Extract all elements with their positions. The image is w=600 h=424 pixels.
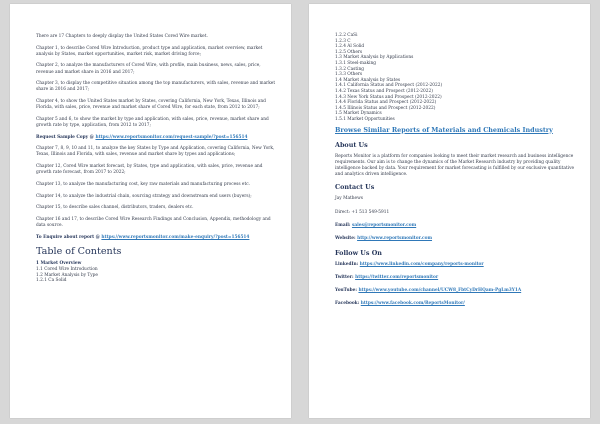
toc-list xyxy=(36,261,277,283)
toc-item: 1.4.2 Texas Status and Prospect (2012-2022) xyxy=(335,88,433,94)
linkedin-line xyxy=(335,262,576,268)
chapter-2-paragraph: Chapter 2, to analyze the manufacturers of Cored Wire, with profile, main business, news, sales, price, revenue and market share in 2016 and 2017; xyxy=(36,63,261,75)
linkedin-label: LinkedIn: xyxy=(335,261,360,267)
toc-item: 1.2.3 C xyxy=(335,38,351,44)
page-content xyxy=(36,34,277,284)
browse-similar-reports-link[interactable]: Browse Similar Reports of Materials and Chemicals Industry xyxy=(335,125,553,134)
toc-item: 1.3.1 Steel-making xyxy=(335,60,377,66)
enquire-line xyxy=(36,235,277,241)
chapter-14-paragraph: Chapter 14, to analyze the industrial chain, sourcing strategy and downstream end users (buyers); xyxy=(36,193,252,199)
email-line xyxy=(335,223,576,229)
chapter-1-paragraph: Chapter 1, to describe Cored Wire Introduction, product type and application, market overview, market analysis by States, market opportunities, market risk, market driving force; xyxy=(36,45,263,57)
facebook-link[interactable]: https://www.facebook.com/ReportsMonitor/ xyxy=(360,301,465,307)
toc-item: 1.4 Market Analysis by States xyxy=(335,77,401,83)
chapter-4-paragraph: Chapter 4, to show the United States market by States, covering California, New York, Texas, Illinois and Florida, with sales, price, revenue and market share of Cored Wire, for each state, from 2012 to 2017; xyxy=(36,99,266,111)
youtube-line xyxy=(335,288,576,294)
facebook-label: Facebook: xyxy=(335,301,361,307)
website-link[interactable]: http://www.reportsmonitor.com xyxy=(357,235,433,241)
youtube-link[interactable]: https://www.youtube.com/channel/UCW8_FbtCyDrHQam-PgLm3Y1A xyxy=(358,288,522,294)
twitter-label: Twitter: xyxy=(335,274,356,280)
chapter-5-6-paragraph: Chapter 5 and 6, to show the market by type and application, with sales, price, revenue, market share and growth rate by type, application, from 2012 to 2017; xyxy=(36,116,269,128)
intro-paragraph: There are 17 Chapters to deeply display the United States Cored Wire market. xyxy=(36,34,208,39)
website-line xyxy=(335,236,576,242)
toc-heading: Table of Contents xyxy=(36,246,122,258)
contact-name: Jay Mathews xyxy=(335,196,363,202)
toc-item: 1.2.1 Ca Solid xyxy=(36,278,67,284)
chapter-7-11-paragraph: Chapter 7, 8, 9, 10 and 11, to analyze the key States by Type and Application, covering California, New York, Texas, Illinois and Florida, with sales, revenue and market share by types and applications; xyxy=(36,146,275,158)
twitter-line xyxy=(335,275,576,281)
request-sample-link[interactable]: https://www.reportsmonitor.com/request-sample/?post=156514 xyxy=(95,134,248,140)
toc-item: 1.3.2 Casting xyxy=(335,66,364,72)
contact-heading: Contact Us xyxy=(335,183,375,192)
request-sample-label: Request Sample Copy @ xyxy=(36,134,96,140)
toc-item: 1.2.5 Others xyxy=(335,49,363,55)
contact-direct: Direct: +1 513 549-5911 xyxy=(335,209,390,215)
chapter-13-paragraph: Chapter 13, to analyze the manufacturing cost, key raw materials and manufacturing process etc. xyxy=(36,181,250,187)
chapter-3-paragraph: Chapter 3, to display the competitive situation among the top manufacturers, with sales, revenue and market share in 2016 and 2017; xyxy=(36,81,276,93)
enquire-link[interactable]: https://www.reportsmonitor.com/make-enquiry/?post=156514 xyxy=(101,234,250,240)
linkedin-link[interactable]: https://www.linkedin.com/company/reports-monitor xyxy=(359,261,484,267)
youtube-label: YouTube: xyxy=(335,288,359,294)
toc-continued-list xyxy=(335,33,576,123)
toc-item: 1.4.1 California Status and Prospect (2012-2022) xyxy=(335,83,443,89)
toc-item: 1 Market Overview xyxy=(36,261,82,267)
request-sample-line xyxy=(36,135,277,141)
toc-item: 1.3.3 Others xyxy=(335,72,363,78)
toc-item: 1.2.2 CaSi xyxy=(335,33,358,38)
email-label: Email: xyxy=(335,222,352,228)
toc-item: 1.5 Market Dynamics xyxy=(335,111,382,117)
document-page-right xyxy=(309,4,590,418)
website-label: Website: xyxy=(335,235,358,241)
email-link[interactable]: sales@reportsmonitor.com xyxy=(351,222,417,228)
toc-item: 1.4.3 New York Status and Prospect (2012-2022) xyxy=(335,94,442,100)
twitter-link[interactable]: https://twitter.com/reportsmonitor xyxy=(355,274,439,280)
document-page-left xyxy=(10,4,291,418)
about-text: Reports Monitor is a platform for companies looking to meet their market research and business intelligence requirements. Our aim is to change the dynamics of the Market Research industry by providing quality intelligence backed by data. Your requirement for market forecasting is fulfilled by our exclusive quantitative and analytics driven intelligence. xyxy=(335,153,575,177)
follow-heading: Follow Us On xyxy=(335,248,382,257)
page-content xyxy=(335,33,576,314)
toc-item: 1.3 Market Analysis by Applications xyxy=(335,55,414,61)
chapter-15-paragraph: Chapter 15, to describe sales channel, distributors, traders, dealers etc. xyxy=(36,205,194,211)
chapter-12-paragraph: Chapter 12, Cored Wire market forecast, by States, type and application, with sales, price, revenue and growth rate forecast, from 2017 to 2022; xyxy=(36,164,263,176)
toc-item: 1.4.5 Illinois Status and Prospect (2012-2022) xyxy=(335,105,436,111)
toc-item: 1.4.4 Florida Status and Prospect (2012-2022) xyxy=(335,100,437,106)
toc-item: 1.1 Cored Wire Introduction xyxy=(36,266,98,272)
toc-item: 1.5.1 Market Opportunities xyxy=(335,116,395,122)
facebook-line xyxy=(335,301,576,307)
toc-item: 1.2.4 Al Solid xyxy=(335,44,365,50)
chapter-16-17-paragraph: Chapter 16 and 17, to describe Cored Wire Research Findings and Conclusion, Appendix, methodology and data source. xyxy=(36,216,271,228)
about-heading: About Us xyxy=(335,140,368,149)
toc-item: 1.2 Market Analysis by Type xyxy=(36,272,98,278)
enquire-label: To Enquire about report @ xyxy=(36,234,102,240)
